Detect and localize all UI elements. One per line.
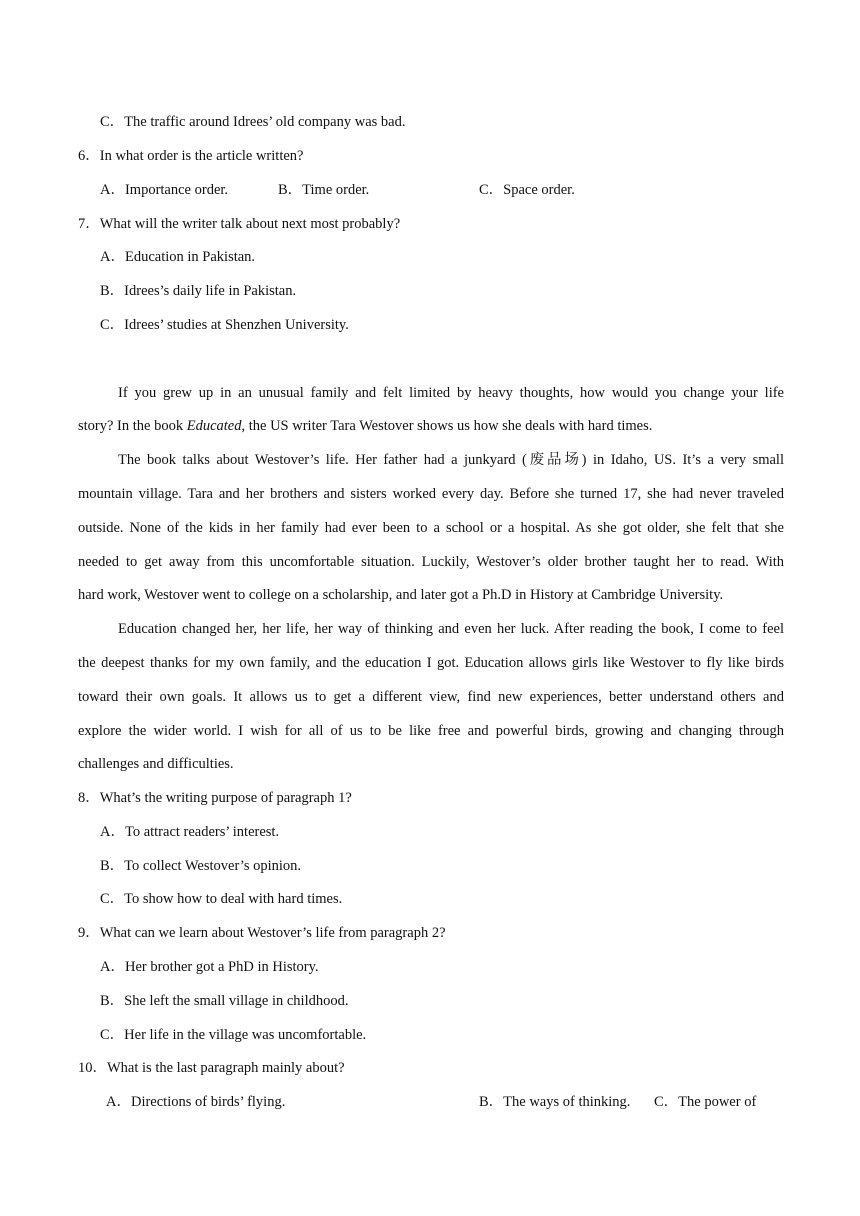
book-title: Educated [186, 418, 242, 434]
q6-option-a: A．Importance order. [100, 182, 229, 198]
q9-question: 9．What can we learn about Westover’s life from paragraph 2? [78, 925, 446, 941]
q5-option-c: C．The traffic around Idrees’ old company was bad. [100, 114, 406, 130]
q6-option-c: C．Space order. [479, 182, 575, 198]
q10-option-c: C．The power of [654, 1094, 757, 1110]
passage-p1-line1: If you grew up in an unusual family and felt limited by heavy thoughts, how would you change your life [118, 385, 784, 401]
q7-option-b: B．Idrees’s daily life in Pakistan. [100, 283, 297, 299]
passage-p1-line2: story? In the book Educated, the US writer Tara Westover shows us how she deals with hard times. [78, 418, 653, 434]
passage-p3-line1: Education changed her, her life, her way of thinking and even her luck. After reading the book, I come to feel [118, 621, 784, 637]
q10-question: 10．What is the last paragraph mainly about? [78, 1060, 345, 1076]
q7-option-c: C．Idrees’ studies at Shenzhen University. [100, 317, 349, 333]
passage-p3-line4: explore the wider world. I wish for all of us to be like free and powerful birds, growing and changing through [78, 723, 784, 739]
q6-question: 6．In what order is the article written? [78, 148, 304, 164]
q8-question: 8．What’s the writing purpose of paragraph 1? [78, 790, 352, 806]
passage-p2-line5: hard work, Westover went to college on a scholarship, and later got a Ph.D in History at Cambridge University. [78, 587, 724, 603]
q9-option-c: C．Her life in the village was uncomfortable. [100, 1027, 367, 1043]
passage-p3-line5: challenges and difficulties. [78, 756, 234, 772]
passage-p2-line2: mountain village. Tara and her brothers and sisters worked every day. Before she turned 17, she had never traveled [78, 486, 784, 502]
q10-option-a: A．Directions of birds’ flying. [106, 1094, 286, 1110]
passage-p2-line1: The book talks about Westover’s life. Her father had a junkyard (废品场) in Idaho, US. It’s a very small [118, 452, 784, 468]
q8-option-b: B．To collect Westover’s opinion. [100, 858, 302, 874]
q8-option-a: A．To attract readers’ interest. [100, 824, 280, 840]
q9-option-a: A．Her brother got a PhD in History. [100, 959, 319, 975]
q6-option-b: B．Time order. [278, 182, 370, 198]
q9-option-b: B．She left the small village in childhood. [100, 993, 349, 1009]
passage-p2-line3: outside. None of the kids in her family had ever been to a school or a hospital. As she got older, she felt that she [78, 520, 784, 536]
passage-p3-line2: the deepest thanks for my own family, and the education I got. Education allows girls like Westover to fly like birds [78, 655, 784, 671]
q7-option-a: A．Education in Pakistan. [100, 249, 256, 265]
q7-question: 7．What will the writer talk about next most probably? [78, 216, 401, 232]
passage-p3-line3: toward their own goals. It allows us to get a different view, find new experiences, better understand others and [78, 689, 784, 705]
q8-option-c: C．To show how to deal with hard times. [100, 891, 343, 907]
q10-option-b: B．The ways of thinking. [479, 1094, 631, 1110]
passage-p2-line4: needed to get away from this uncomfortable situation. Luckily, Westover’s older brother taught her to read. With [78, 554, 784, 570]
